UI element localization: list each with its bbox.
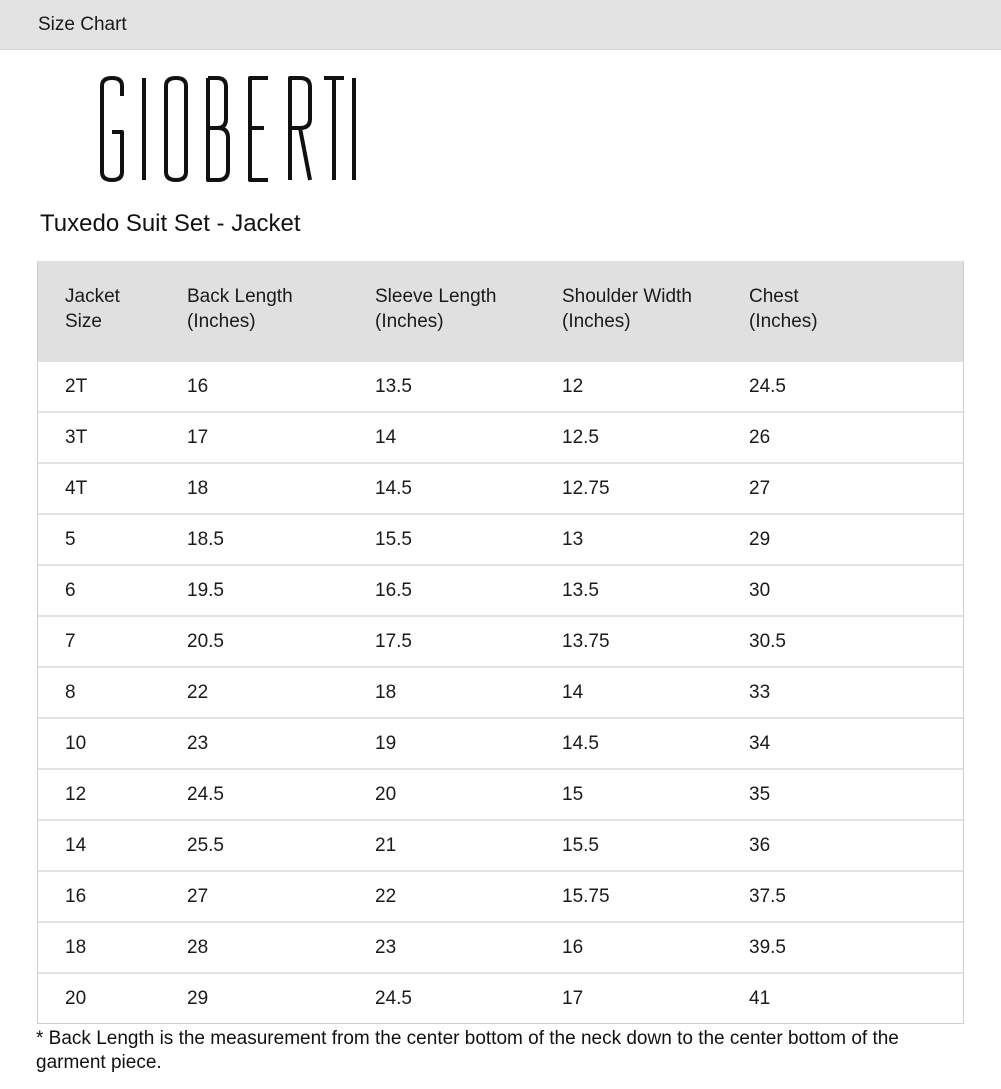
cell-sleeve-length: 20 <box>375 784 397 805</box>
cell-sleeve-length: 18 <box>375 682 397 703</box>
cell-back-length: 18 <box>187 478 209 499</box>
cell-shoulder-width: 14.5 <box>562 733 599 754</box>
cell-chest: 24.5 <box>749 376 786 397</box>
cell-sleeve-length: 13.5 <box>375 376 412 397</box>
cell-jacket-size: 6 <box>65 580 76 601</box>
cell-chest: 37.5 <box>749 886 786 907</box>
cell-shoulder-width: 12 <box>562 376 584 397</box>
cell-jacket-size: 7 <box>65 631 76 652</box>
cell-back-length: 23 <box>187 733 209 754</box>
cell-jacket-size: 20 <box>65 988 87 1009</box>
cell-chest: 26 <box>749 427 771 448</box>
cell-jacket-size: 3T <box>65 427 88 448</box>
cell-sleeve-length: 17.5 <box>375 631 412 652</box>
cell-back-length: 20.5 <box>187 631 224 652</box>
cell-shoulder-width: 15.75 <box>562 886 610 907</box>
cell-jacket-size: 18 <box>65 937 87 958</box>
table-row <box>38 770 963 821</box>
cell-jacket-size: 2T <box>65 376 88 397</box>
cell-shoulder-width: 12.5 <box>562 427 599 448</box>
table-header-row <box>38 261 963 362</box>
cell-shoulder-width: 13.5 <box>562 580 599 601</box>
cell-jacket-size: 8 <box>65 682 76 703</box>
cell-shoulder-width: 12.75 <box>562 478 610 499</box>
cell-jacket-size: 5 <box>65 529 76 550</box>
cell-sleeve-length: 24.5 <box>375 988 412 1009</box>
cell-chest: 29 <box>749 529 771 550</box>
cell-back-length: 16 <box>187 376 209 397</box>
cell-sleeve-length: 21 <box>375 835 397 856</box>
column-header-shoulder-width: Shoulder Width (Inches) <box>562 286 692 332</box>
cell-jacket-size: 10 <box>65 733 87 754</box>
cell-shoulder-width: 15.5 <box>562 835 599 856</box>
table-row <box>38 923 963 974</box>
cell-chest: 39.5 <box>749 937 786 958</box>
cell-sleeve-length: 19 <box>375 733 397 754</box>
table-body <box>38 362 963 1023</box>
column-header-sleeve-length: Sleeve Length (Inches) <box>375 286 497 332</box>
cell-shoulder-width: 16 <box>562 937 584 958</box>
table-row <box>38 362 963 413</box>
table-row <box>38 464 963 515</box>
cell-chest: 36 <box>749 835 771 856</box>
cell-chest: 35 <box>749 784 771 805</box>
table-row <box>38 668 963 719</box>
cell-sleeve-length: 23 <box>375 937 397 958</box>
cell-sleeve-length: 22 <box>375 886 397 907</box>
cell-jacket-size: 14 <box>65 835 87 856</box>
cell-back-length: 28 <box>187 937 209 958</box>
footnote: * Back Length is the measurement from the center bottom of the neck down to the center bottom of the garment piece. <box>36 1028 899 1073</box>
table-row <box>38 617 963 668</box>
cell-chest: 30 <box>749 580 771 601</box>
cell-sleeve-length: 14.5 <box>375 478 412 499</box>
brand-logo <box>98 74 358 184</box>
cell-sleeve-length: 16.5 <box>375 580 412 601</box>
cell-chest: 33 <box>749 682 771 703</box>
column-header-jacket-size: Jacket Size <box>65 286 120 332</box>
cell-shoulder-width: 17 <box>562 988 584 1009</box>
cell-back-length: 24.5 <box>187 784 224 805</box>
cell-shoulder-width: 14 <box>562 682 584 703</box>
header-bar <box>0 0 1001 50</box>
table-row <box>38 413 963 464</box>
cell-sleeve-length: 14 <box>375 427 397 448</box>
table-row <box>38 872 963 923</box>
cell-chest: 27 <box>749 478 771 499</box>
table-row <box>38 515 963 566</box>
size-table <box>37 261 964 1024</box>
cell-back-length: 17 <box>187 427 209 448</box>
column-header-chest: Chest (Inches) <box>749 286 818 332</box>
cell-chest: 41 <box>749 988 771 1009</box>
cell-back-length: 25.5 <box>187 835 224 856</box>
cell-shoulder-width: 15 <box>562 784 584 805</box>
cell-shoulder-width: 13.75 <box>562 631 610 652</box>
logo-graphic <box>98 74 358 184</box>
column-header-back-length: Back Length (Inches) <box>187 286 293 332</box>
table-row <box>38 974 963 1023</box>
header-title: Size Chart <box>38 14 127 35</box>
cell-jacket-size: 16 <box>65 886 87 907</box>
cell-jacket-size: 4T <box>65 478 88 499</box>
cell-back-length: 19.5 <box>187 580 224 601</box>
cell-sleeve-length: 15.5 <box>375 529 412 550</box>
table-row <box>38 566 963 617</box>
table-row <box>38 821 963 872</box>
cell-back-length: 22 <box>187 682 209 703</box>
cell-back-length: 29 <box>187 988 209 1009</box>
cell-back-length: 18.5 <box>187 529 224 550</box>
cell-shoulder-width: 13 <box>562 529 584 550</box>
cell-jacket-size: 12 <box>65 784 87 805</box>
table-row <box>38 719 963 770</box>
cell-back-length: 27 <box>187 886 209 907</box>
cell-chest: 30.5 <box>749 631 786 652</box>
document-title: Tuxedo Suit Set - Jacket <box>40 210 301 237</box>
cell-chest: 34 <box>749 733 771 754</box>
